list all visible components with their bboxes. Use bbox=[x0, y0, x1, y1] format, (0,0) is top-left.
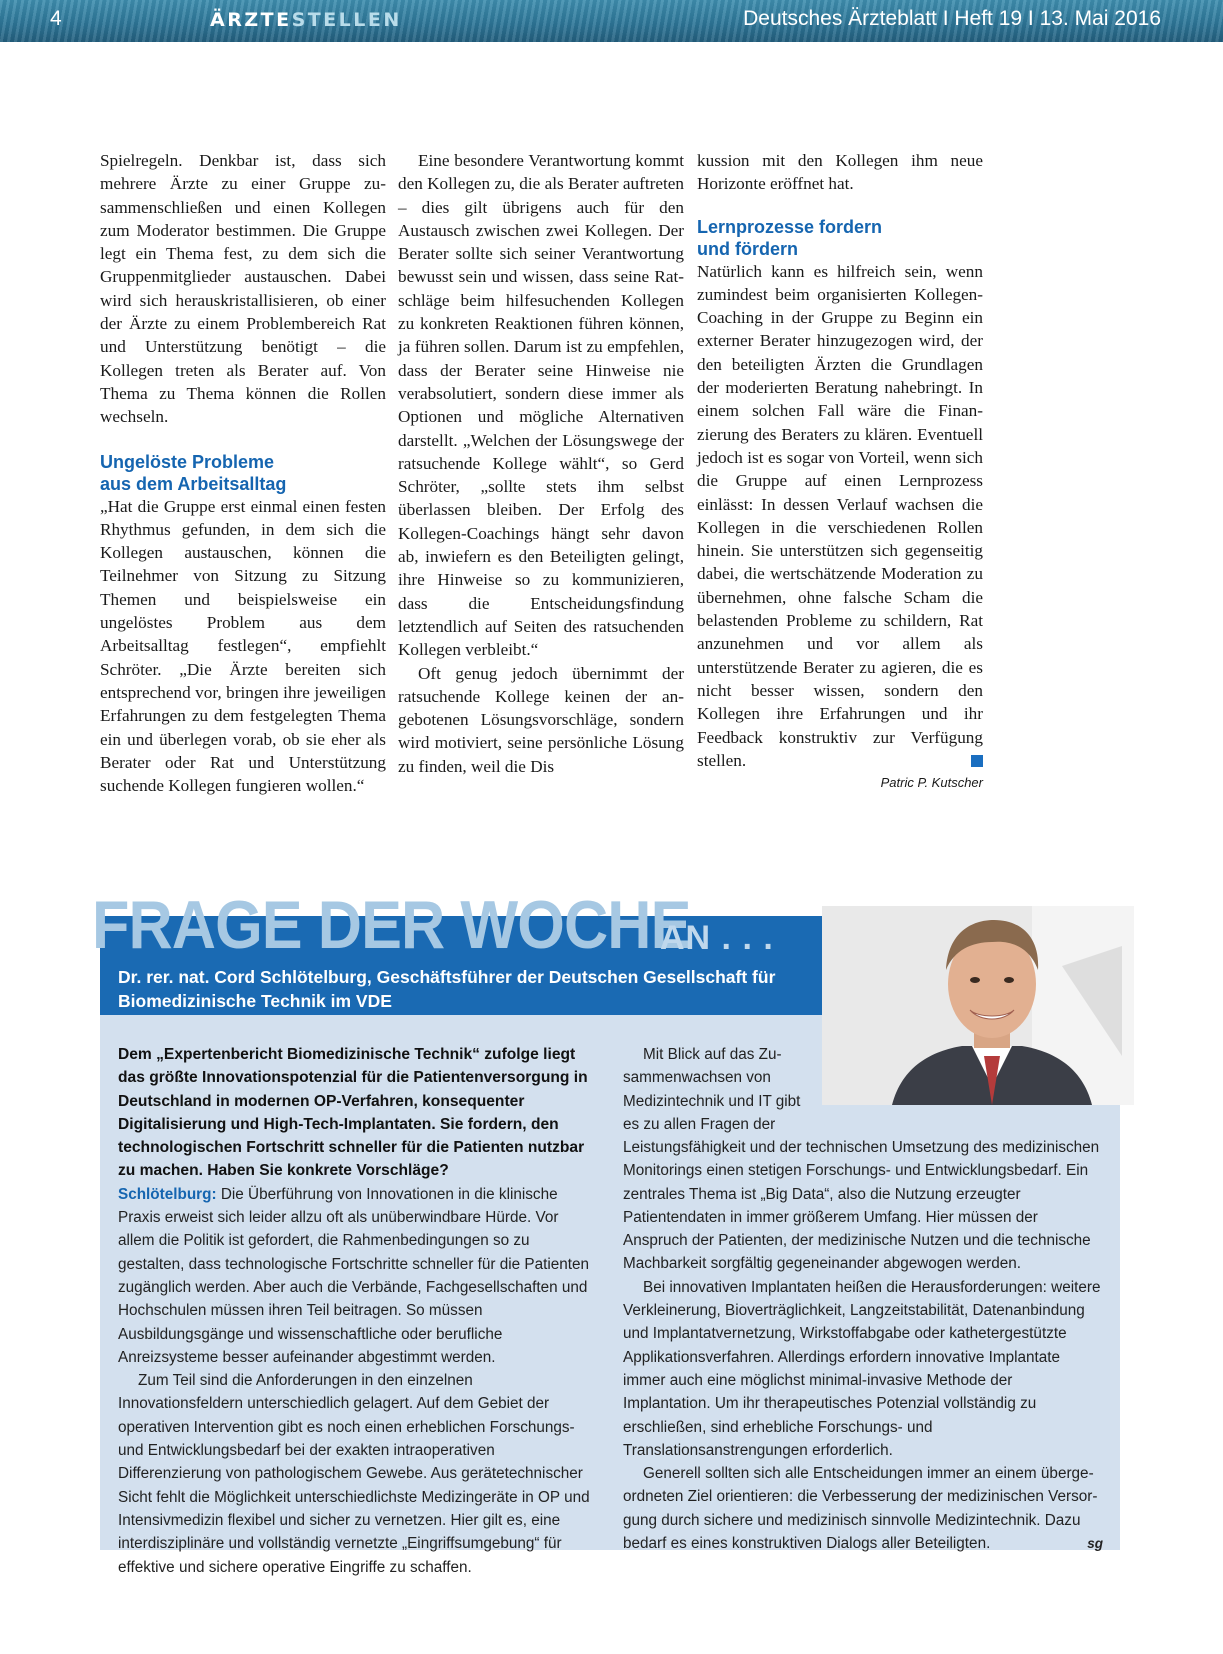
guest-line: Biomedizinische Technik im VDE bbox=[118, 991, 392, 1011]
paragraph: Bei innovativen Implantaten heißen die Herausforderungen: weitere Verkleinerung, Bioverträglichkeit, Langzeitstabilität, Datenanbindung und Implantatvernetzung, Wirkstoffabgabe oder kathetergestützte Applikationsverfahren. Allerdings erfordern innovative Implantate immer auch eine möglichst minimal-invasive Methode der Implantation. Um ihr therapeutisches Potenzial vollständig zu erschließen, sind erhebliche Forschungs- und Translationsanstrengungen erforderlich. bbox=[623, 1278, 1101, 1459]
page-header bbox=[0, 0, 1223, 42]
paragraph bbox=[697, 260, 983, 773]
issue-info: Deutsches Ärzteblatt I Heft 19 I 13. Mai 2016 bbox=[743, 7, 1161, 30]
paragraph: Spielregeln. Denkbar ist, dass sich mehrere Ärzte zu einer Gruppe zusammenschließen und einen Kollegen zum Moderator bestimmen. Die Gruppe legt ein Thema fest, zu dem sich die Gruppenmitglieder austauschen. Dabei wird sich herauskristallisieren, ob einer der Ärzte zu einem Problembereich Rat und Unterstützung benötigt – die Kollegen treten als Berater auf. Von Thema zu Thema können die Rollen wechseln. bbox=[100, 151, 386, 427]
article-author: Patric P. Kutscher bbox=[880, 775, 983, 791]
guest-line: Dr. rer. nat. Cord Schlötelburg, Geschäftsführer der Deutschen Gesellschaft für bbox=[118, 967, 776, 987]
interview-column-2 bbox=[623, 1136, 1103, 1555]
paragraph: kussion mit den Kollegen ihm neue Horizonte eröffnet hat. bbox=[697, 151, 983, 194]
article-column-3 bbox=[697, 149, 983, 794]
page-number: 4 bbox=[50, 7, 62, 30]
guest-portrait-image bbox=[822, 906, 1134, 1105]
subheading-line: aus dem Arbeitsalltag bbox=[100, 473, 287, 494]
interview-question: Dem „Expertenbericht Biomedizinische Technik“ zufolge liegt das größte Innovationspotenzial für die Patientenversorgung in Deutschland in modernen OP-Verfahren, konsequenter Digitalisierung und High-Tech-Implantaten. Sie fordern, den technologischen Fortschritt schneller für die Patienten nutzbar zu machen. Haben Sie konkrete Vorschläge? bbox=[118, 1046, 588, 1180]
paragraph: Zum Teil sind die Anforderungen in den einzelnen Innovationsfeldern unterschiedlich gelagert. Auf dem Gebiet der operativen Intervention gibt es noch einen erheblichen Forschungs- und Entwicklungsbedarf bei der exakten intraoperativen Differenzierung von pathologischem Gewebe. Aus gerätetechnischer Sicht fehlt die Möglichkeit unterschiedlichste Medizingeräte in OP und Intensivmedizin flexibel und sicher zu vernetzen. Hier gilt es, eine interdisziplinäre und vollständig vernetzte „Eingriffsumgebung“ für effektive und sichere operative Eingriffe zu schaffen. bbox=[118, 1372, 590, 1576]
portrait-illustration bbox=[822, 906, 1134, 1105]
paragraph: Oft genug jedoch übernimmt der ratsuchende Kollege keinen der angebotenen Lösungsvorschläge, sondern wird motiviert, seine persönliche Lösung zu finden, weil die Dis bbox=[398, 663, 684, 776]
interview-column-2-top bbox=[623, 1043, 819, 1136]
interview-title: FRAGE DER WOCHE bbox=[92, 887, 691, 963]
brand-part-1: ÄRZTE bbox=[210, 9, 292, 31]
paragraph: „Hat die Gruppe erst einmal einen festen Rhythmus gefunden, in dem sich die Kollegen austauschen, können die Teilnehmer von Sitzung zu Sitzung Themen und beispielsweise ein ungelöstes Problem aus dem Arbeitsalltag festlegen“, empfiehlt Schröter. „Die Ärzte bereiten sich entsprechend vor, bringen ihre jeweiligen Erfahrungen zu dem festgelegten Thema ein und überlegen vorab, ob sie eher als Berater oder Rat und Unterstützung suchende Kollegen fungieren wollen.“ bbox=[100, 496, 386, 796]
brand-part-2: STELLEN bbox=[291, 9, 402, 31]
speaker-label: Schlötelburg: bbox=[118, 1185, 217, 1203]
article-column-2 bbox=[398, 149, 684, 778]
end-mark-icon bbox=[971, 755, 983, 767]
interview-title-suffix: AN . . . bbox=[660, 919, 774, 957]
subheading-1 bbox=[100, 451, 386, 495]
subheading-line: und fördern bbox=[697, 238, 798, 259]
author-sign: sg bbox=[1087, 1536, 1103, 1552]
paragraph-text: Natürlich kann es hilfreich sein, wenn zumindest beim organisierten Kollegen-Coaching in der Gruppe zu Beginn ein externer Berater hinzugezogen wird, der den beteiligten Ärzten die Grundlagen der moderierten Beratung nahebringt. In einem solchen Fall wäre die Finanzierung des Beraters zu klären. Eventuell jedoch ist es sogar von Vorteil, wenn sich die Gruppe auf einen Lernprozess einlässt: In dessen Verlauf wachsen die Kollegen in die verschiedenen Rollen hinein. Sie unterstützen sich gegenseitig dabei, die wertschätzende Moderation zu übernehmen, ohne falsche Scham die belastenden Probleme zu schildern, Rat anzunehmen und vor allem als unterstützende Berater zu agieren, die es nicht besser wissen, sondern den Kollegen ihre Erfahrungen und ihr Feedback konstruktiv zur Verfügung stellen. bbox=[697, 261, 983, 770]
subheading-line: Lernprozesse fordern bbox=[697, 216, 883, 237]
paragraph: Leistungsfähigkeit und der technischen Umsetzung des medizinischen Monitorings einen stetigen Forschungs- und Entwicklungsbedarf. Ein zentrales Thema ist „Big Data“, also die Nutzung erzeugter Patientendaten in immer größerem Umfang. Hier müssen der Anspruch der Patienten, der medizinische Nutzen und die technische Machbarkeit sorgfältig gegeneinander abgewogen werden. bbox=[623, 1139, 1100, 1273]
subheading-line: Ungelöste Probleme bbox=[100, 451, 275, 472]
paragraph: Eine besondere Verantwortung kommt den Kollegen zu, die als Berater auftreten – dies gilt übrigens auch für den Austausch zwischen zwei Kollegen. Der Berater sollte sich seiner Verantwortung bewusst sein und wissen, dass seine Ratschläge beim hilfesuchenden Kollegen zu konkreten Reaktionen führen können, ja führen sollen. Darum ist zu empfehlen, dass der Berater seine Hinweise nie verabsolutiert, sondern diese immer als Optionen und mögliche Alternativen darstellt. „Welchen der Lösungswege der ratsuchende Kollege wählt“, so Gerd Schröter, „sollte stets ihm selbst überlassen bleiben. Der Erfolg des Kollegen-Coachings hängt sehr davon ab, inwiefern es den Beteiligten gelingt, ihre Hinweise so zu kommunizieren, dass die Entscheidungsfindung letztendlich auf Seiten des ratsuchenden Kollegen verbleibt.“ bbox=[398, 151, 684, 660]
paragraph-text: Generell sollten sich alle Entscheidungen immer an einem übergeordneten Ziel orientieren: die Verbesserung der medizinischen Versorgung durch sichere und medizinisch sinnvolle Medizintechnik. Dazu bedarf es eines konstruktiven Dialogs aller Beteiligten. bbox=[623, 1465, 1098, 1553]
subheading-2 bbox=[697, 216, 983, 260]
interview-column-1 bbox=[118, 1043, 596, 1579]
answer-text: Die Überführung von Innovationen in die klinische Praxis erweist sich leider allzu oft als unüberwindbare Hürde. Vor allem die Politik ist gefordert, die Rahmenbedingungen so zu gestalten, dass technologische Fortschritte schneller für die Patienten zugänglich werden. Aber auch die Verbände, Fachgesellschaften und Hochschulen müssen ihren Teil beitragen. So müssen Ausbildungsgänge und wissenschaftliche oder berufliche Anreizsysteme besser aufeinander abgestimmt werden. bbox=[118, 1185, 590, 1366]
interview-guest bbox=[118, 965, 818, 1013]
paragraph: Mit Blick auf das Zusammenwachsen von Medizintechnik und IT gibt es zu allen Fragen der bbox=[623, 1046, 801, 1133]
paragraph bbox=[118, 1183, 596, 1369]
article-column-1 bbox=[100, 149, 386, 797]
section-brand bbox=[210, 9, 402, 31]
paragraph bbox=[623, 1462, 1103, 1555]
